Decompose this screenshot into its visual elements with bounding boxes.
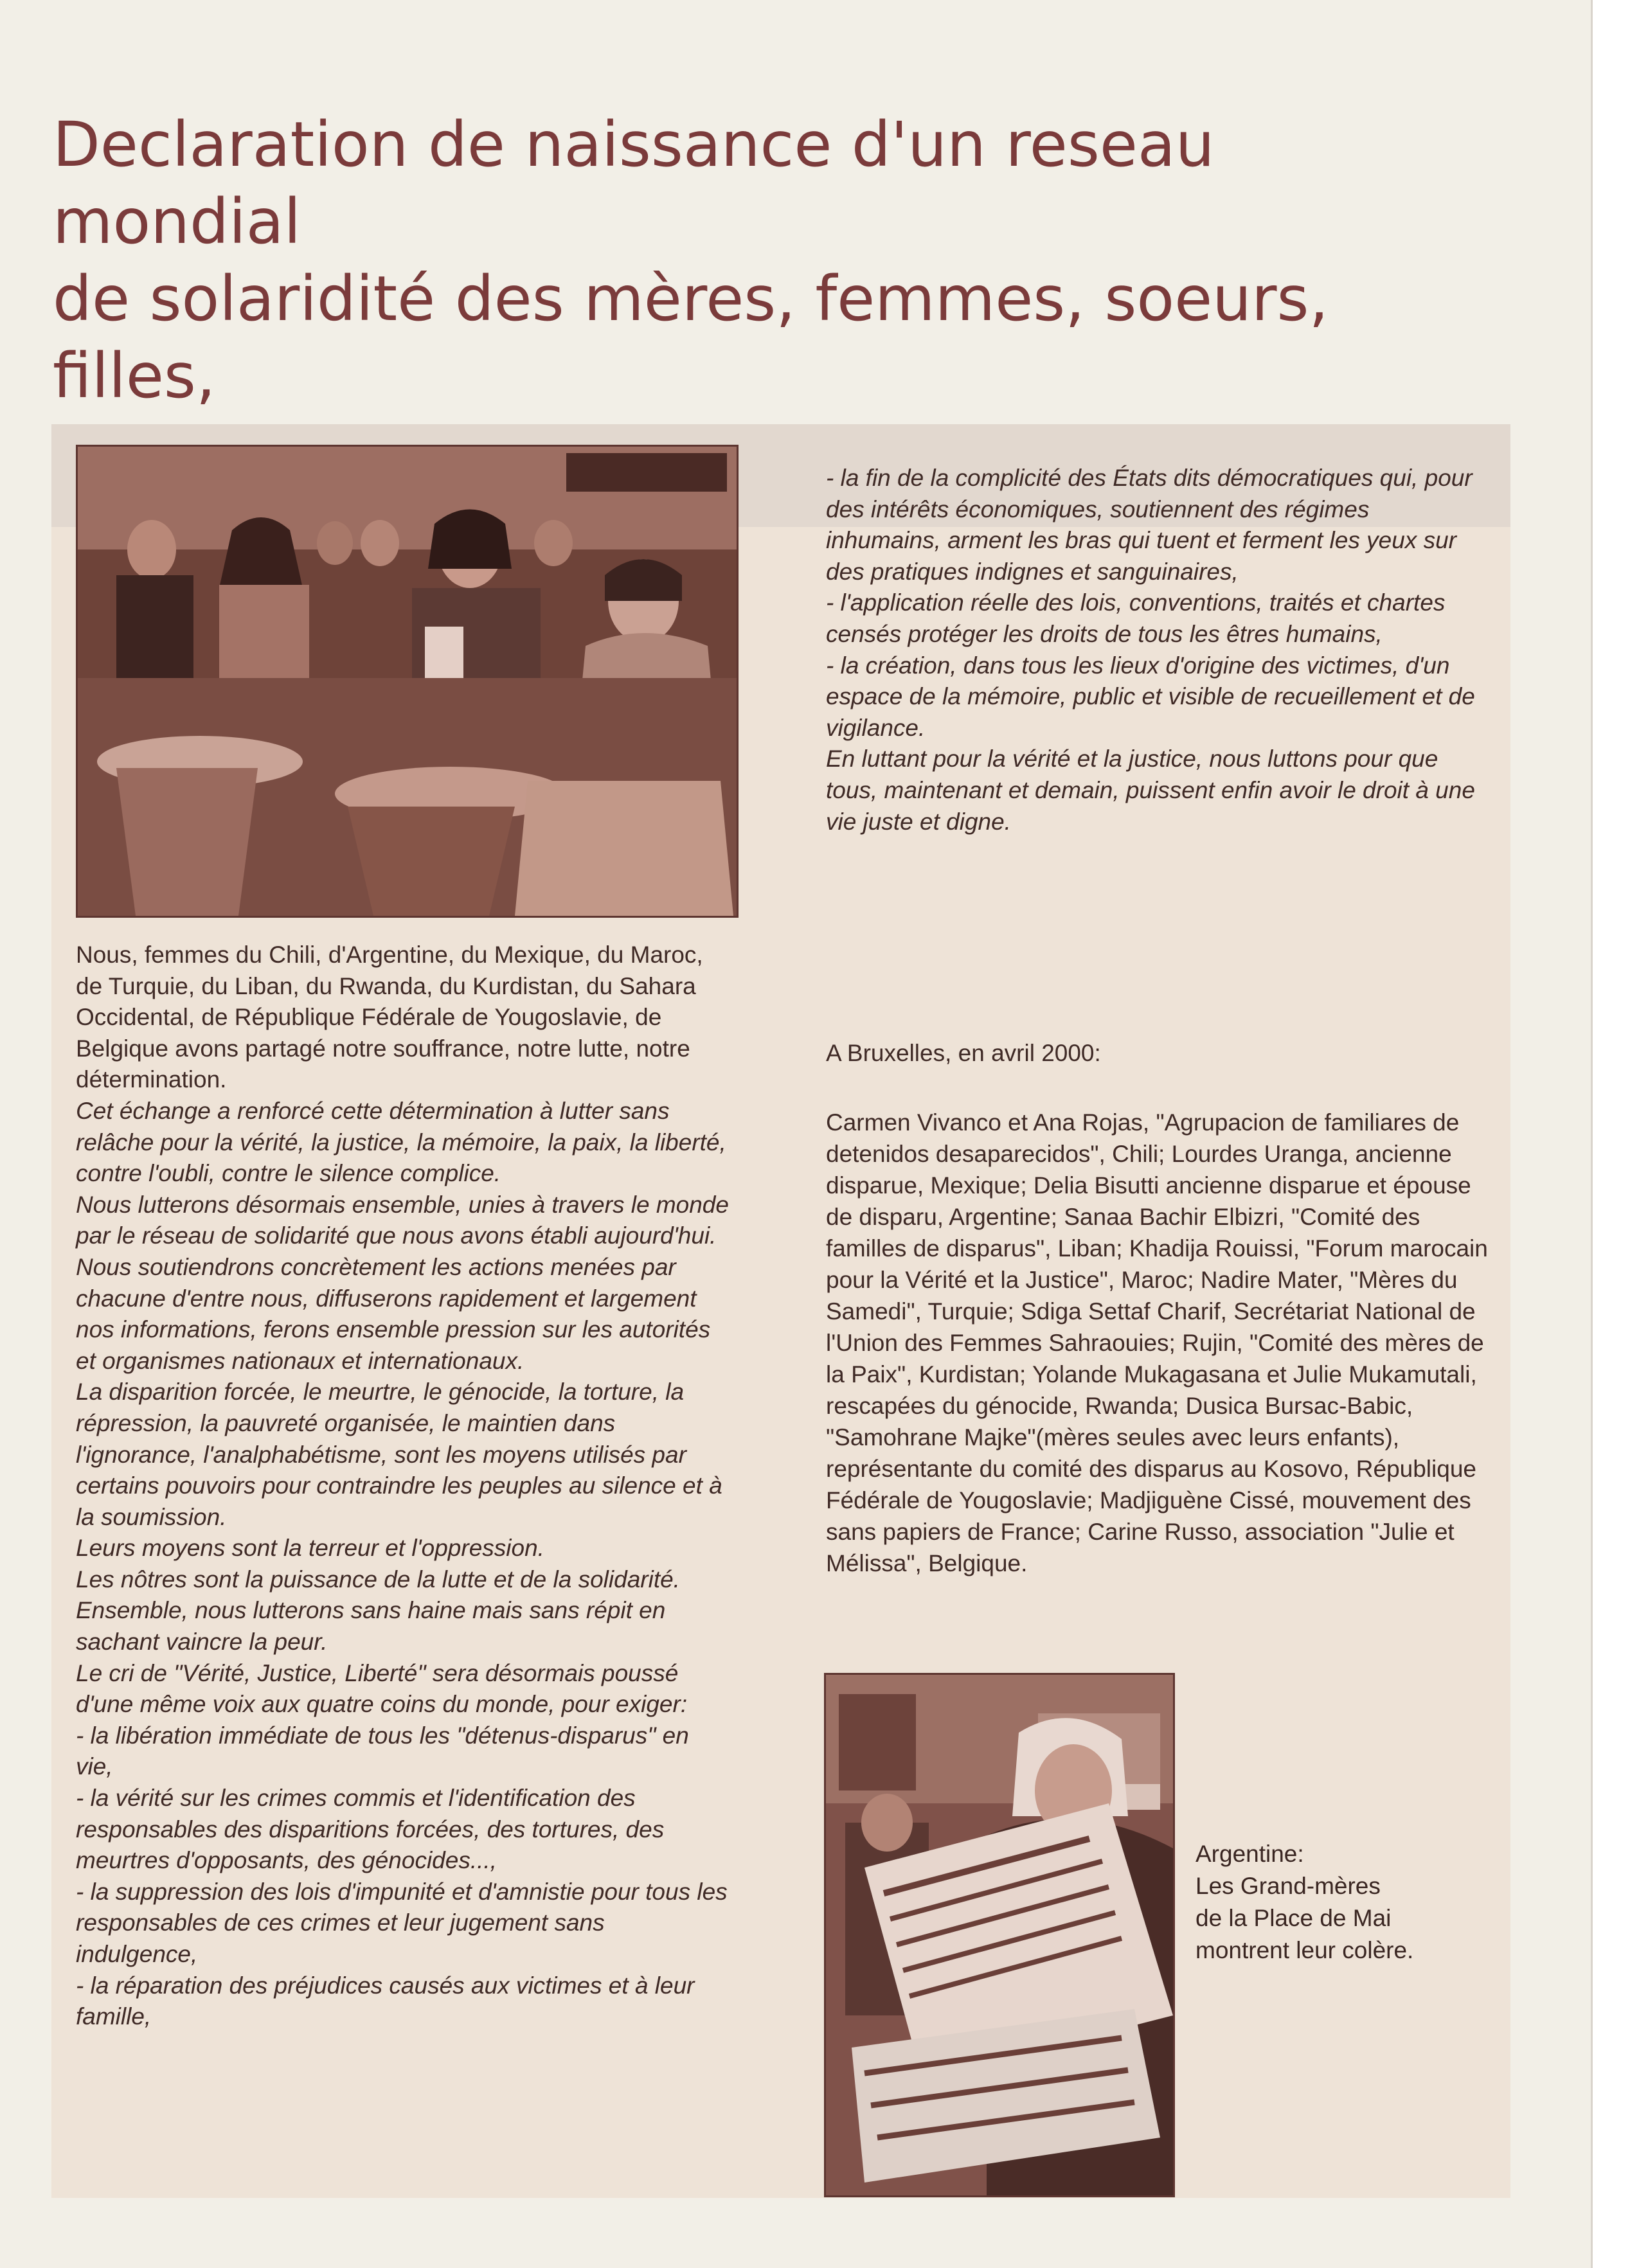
caption-line-1: Argentine:: [1196, 1841, 1304, 1867]
paragraph: Le cri de "Vérité, Justice, Liberté" sera désormais poussé d'une même voix aux quatre coins du monde, pour exiger:: [76, 1659, 688, 1718]
caption-line-4: montrent leur colère.: [1196, 1937, 1414, 1963]
demand-item: - la fin de la complicité des États dits démocratiques qui, pour des intérêts économiques, soutiennent des régimes inhumains, arment les bras qui tuent et ferment les yeux sur des pratiques indignes et sanguinaires,: [826, 465, 1473, 585]
photo-grandmothers: [824, 1673, 1175, 2197]
paragraph: Nous lutterons désormais ensemble, unies à travers le monde par le réseau de solidarité que nous avons établi aujourd'hui. Nous soutiendrons concrètement les actions menées par chacune d'entre nous, diffuserons rapidement et largement nos informations, ferons ensemble pression sur les autorités et organismes nationaux et internationaux.: [76, 1191, 729, 1374]
signatories: Carmen Vivanco et Ana Rojas, "Agrupacion de familiares de detenidos desaparecidos", Chili; Lourdes Uranga, ancienne disparue, Mexique; Delia Bisutti ancienne disparue et épouse de disparu, Argentine; Sanaa Bachir Elbizri, "Comité des familles de disparus", Liban; Khadija Rouissi, "Forum marocain pour la Vérité et la Justice", Maroc; Nadire Mater, "Mères du Samedi", Turquie; Sdiga Settaf Charif, Secrétariat National de l'Union des Femmes Sahraouies; Rujin, "Comité des mères de la Paix", Kurdistan; Yolande Mukagasana et Julie Mukamutali, rescapées du génocide, Rwanda; Dusica Bursac-Babic, "Samohrane Majke"(mères seules avec leurs enfants), représentante du comité des disparus au Kosovo, République Fédérale de Yougoslavie; Madjiguène Cissé, mouvement des sans papiers de France; Carine Russo, association "Julie et Mélissa", Belgique.: [826, 1109, 1488, 1576]
demand-item: - l'application réelle des lois, conventions, traités et chartes censés protéger les droits de tous les êtres humains,: [826, 589, 1446, 647]
paragraph: Leurs moyens sont la terreur et l'oppression.: [76, 1535, 544, 1562]
title-line-2: de solaridité des mères, femmes, soeurs, filles,: [53, 263, 1329, 412]
caption-line-2: Les Grand-mères: [1196, 1873, 1381, 1899]
paragraph: Les nôtres sont la puissance de la lutte et de la solidarité.: [76, 1566, 680, 1593]
photo-caption: [1196, 1838, 1478, 1967]
photo-grandmothers-image: [826, 1675, 1173, 2195]
closing-paragraph: En luttant pour la vérité et la justice, nous luttons pour que tous, maintenant et demain, puissent enfin avoir le droit à une vie juste et digne.: [826, 746, 1475, 835]
demand-item: - la libération immédiate de tous les "détenus-disparus" en vie,: [76, 1722, 689, 1780]
caption-line-3: de la Place de Mai: [1196, 1905, 1392, 1931]
paragraph: La disparition forcée, le meurtre, le génocide, la torture, la répression, la pauvreté organisée, le maintien dans l'ignorance, l'analphabétisme, sont les moyens utilisés par certains pouvoirs pour contraindre les peuples au silence et à la soumission.: [76, 1379, 722, 1530]
intro-paragraph: Nous, femmes du Chili, d'Argentine, du Mexique, du Maroc, de Turquie, du Liban, du Rwanda, du Kurdistan, du Sahara Occidental, de République Fédérale de Yougoslavie, de Belgique avons partagé notre souffrance, notre lutte, notre détermination.: [76, 942, 703, 1093]
right-column-demands: [826, 463, 1488, 837]
photo-audience: [76, 445, 739, 918]
demand-item: - la suppression des lois d'impunité et d'amnistie pour tous les responsables de ces crimes et leur jugement sans indulgence,: [76, 1878, 728, 1967]
photo-audience-image: [78, 447, 737, 916]
paragraph: Ensemble, nous lutterons sans haine mais sans répit en sachant vaincre la peur.: [76, 1597, 666, 1656]
left-column: [76, 940, 731, 2033]
demand-item: - la création, dans tous les lieux d'origine des victimes, d'un espace de la mémoire, public et visible de recueillement et de vigilance.: [826, 652, 1475, 741]
demand-item: - la vérité sur les crimes commis et l'identification des responsables des disparitions forcées, des tortures, des meurtres d'opposants, des génocides...,: [76, 1785, 665, 1874]
place-date: A Bruxelles, en avril 2000:: [826, 1040, 1101, 1066]
paragraph: Cet échange a renforcé cette détermination à lutter sans relâche pour la vérité, la justice, la mémoire, la paix, la liberté, contre l'oubli, contre le silence complice.: [76, 1097, 726, 1187]
page-edge: [1591, 0, 1639, 2268]
title-line-1: Declaration de naissance d'un reseau mondial: [53, 109, 1215, 258]
demand-item: - la réparation des préjudices causés aux victimes et à leur famille,: [76, 1972, 695, 2030]
